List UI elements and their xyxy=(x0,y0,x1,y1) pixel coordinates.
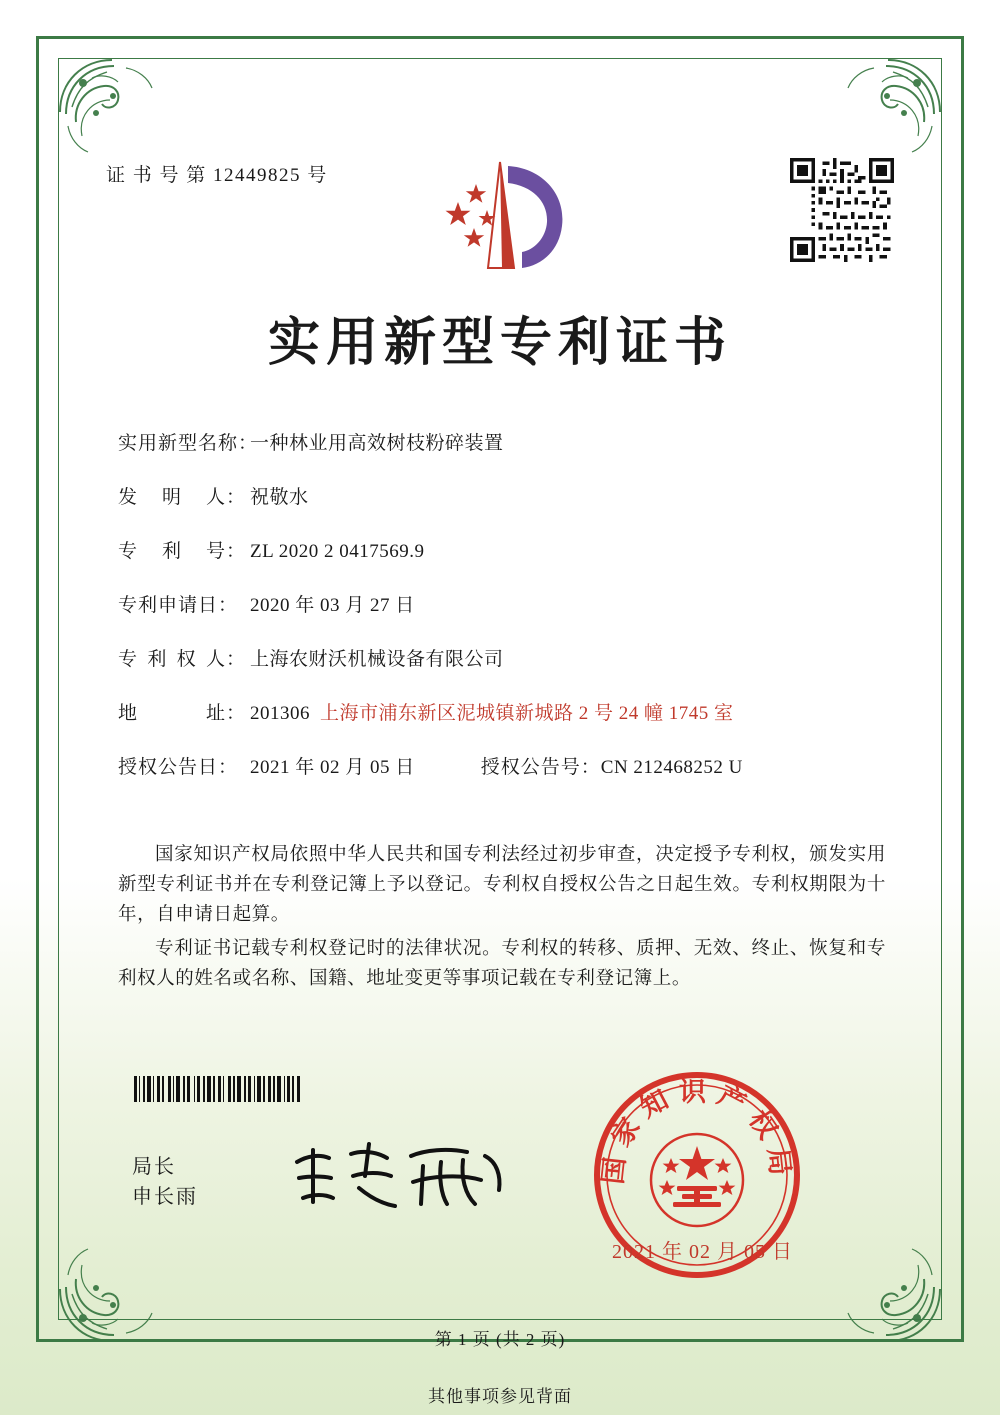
barcode xyxy=(134,1076,384,1102)
legal-text xyxy=(118,840,886,998)
cnipa-logo-icon xyxy=(430,150,580,275)
field-row-patent-number xyxy=(118,536,918,563)
field-list xyxy=(118,428,918,806)
field-row-inventor xyxy=(118,482,918,509)
handwritten-signature xyxy=(285,1132,515,1222)
field-row-application-date xyxy=(118,590,918,617)
page-title: 实用新型专利证书 xyxy=(267,312,732,373)
field-value: 一种林业用高效树枝粉碎装置 xyxy=(250,433,504,454)
field-row-patentee xyxy=(118,644,918,671)
qr-code-icon xyxy=(790,158,894,262)
signature-name: 申长雨 xyxy=(132,1186,198,1208)
seal-date: 2021 年 02 月 05 日 xyxy=(612,1241,793,1263)
corner-ornament-icon xyxy=(828,52,948,172)
field-label xyxy=(118,644,250,671)
field-value: 上海农财沃机械设备有限公司 xyxy=(250,649,504,670)
field-value: 祝敬水 xyxy=(250,487,309,508)
field-value-grant-date: 2021 年 02 月 05 日 xyxy=(250,757,415,778)
field-label-char: 权 xyxy=(176,649,197,670)
field-value-address: 上海市浦东新区泥城镇新城路 2 号 24 幢 1745 室 xyxy=(320,703,734,724)
paragraph-1: 国家知识产权局依照中华人民共和国专利法经过初步审查，决定授予专利权，颁发实用新型专利证书并在专利登记簿上予以登记。专利权自授权公告之日起生效。专利权期限为十年，自申请日起算。 xyxy=(118,845,886,925)
field-label-char: 利 xyxy=(161,541,182,562)
field-row-utility-model-name xyxy=(118,428,918,455)
field-label-char: 人： xyxy=(205,649,246,670)
back-note: 其他事项参见背面 xyxy=(428,1387,572,1406)
field-value: 2020 年 03 月 27 日 xyxy=(250,595,415,616)
field-label-char: 专 xyxy=(118,541,139,562)
paragraph-2: 专利证书记载专利权登记时的法律状况。专利权的转移、质押、无效、终止、恢复和专利权人的姓名或名称、国籍、地址变更等事项记载在专利登记簿上。 xyxy=(118,939,886,989)
field-label xyxy=(118,536,250,563)
field-label-char: 发 xyxy=(118,487,139,508)
field-label: 实用新型名称： xyxy=(118,433,259,454)
signature-title: 局长 xyxy=(132,1156,176,1178)
certificate-number: 证 书 号 第 12449825 号 xyxy=(106,165,328,186)
field-label xyxy=(118,482,250,509)
field-label-char: 明 xyxy=(161,487,182,508)
field-value-grant-number: CN 212468252 U xyxy=(600,757,743,778)
field-label-char: 址： xyxy=(205,703,246,724)
svg-text:国家知识产权局: 国家知识产权局 xyxy=(597,1077,797,1186)
field-label-grant-number: 授权公告号： xyxy=(480,757,601,778)
field-label-char: 地 xyxy=(118,703,139,724)
field-label-char: 利 xyxy=(147,649,168,670)
signature-block xyxy=(132,1152,198,1212)
field-value-postcode: 201306 xyxy=(250,703,310,724)
field-label-grant-date: 授权公告日： xyxy=(118,757,239,778)
corner-ornament-icon xyxy=(52,52,172,172)
field-row-grant-announcement xyxy=(118,752,918,779)
field-label-char: 人： xyxy=(205,487,246,508)
field-label-char: 号： xyxy=(205,541,246,562)
field-value: ZL 2020 2 0417569.9 xyxy=(250,541,425,562)
page-number: 第 1 页 (共 2 页) xyxy=(434,1330,566,1349)
field-label-char: 专 xyxy=(118,649,139,670)
field-label: 专利申请日： xyxy=(118,595,239,616)
field-label xyxy=(118,698,250,725)
field-row-address xyxy=(118,698,918,725)
